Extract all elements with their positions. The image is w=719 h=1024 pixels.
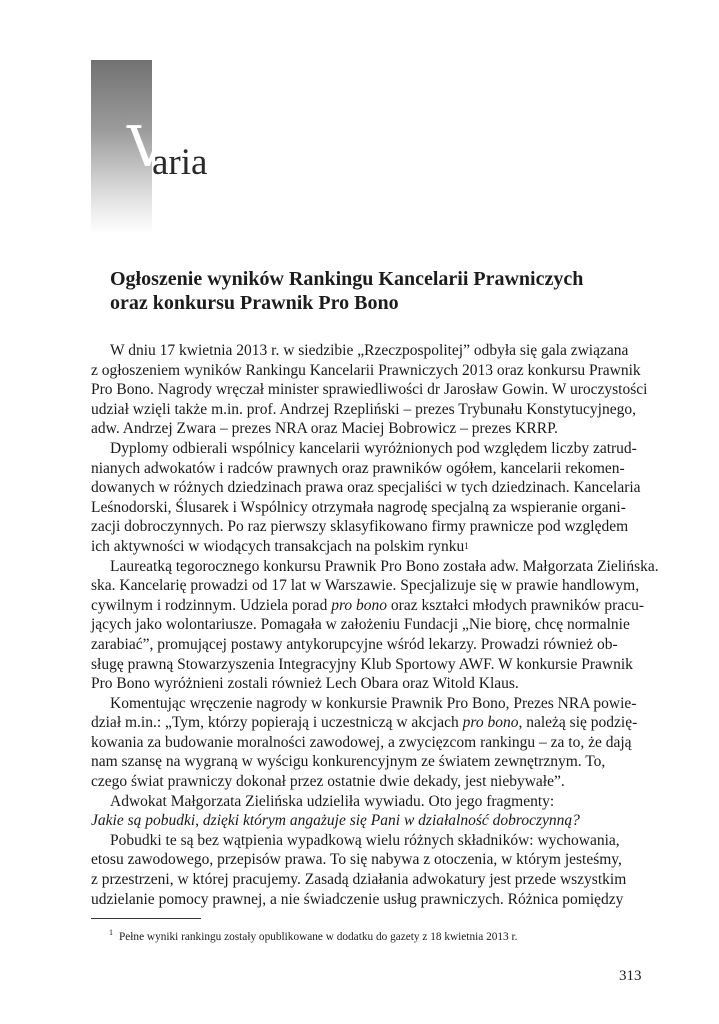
section-initial-letter: V <box>127 115 168 180</box>
body-line: nam szansę na wygraną w wyścigu konkurencyjnym ze światem zewnętrznym. To, <box>91 753 606 771</box>
footnote <box>109 928 517 943</box>
body-line: z ogłoszeniem wyników Rankingu Kancelarii Prawniczych 2013 oraz konkursu Prawnik <box>91 361 641 379</box>
article-body <box>91 341 659 909</box>
body-line: adw. Andrzej Zwara – prezes NRA oraz Maciej Bobrowicz – prezes KRRP. <box>91 420 558 438</box>
body-line: Adwokat Małgorzata Zielińska udzieliła wywiadu. Oto jego fragmenty: <box>110 792 555 810</box>
body-line: czego świat prawniczy dokonał przez ostatnie dwie dekady, jest niebywałe”. <box>91 773 565 791</box>
footnote-divider <box>91 918 201 919</box>
body-line: zarabiać”, promującej postawy antykorupcyjne wśród lekarzy. Prowadzi również ob- <box>91 635 618 653</box>
article-title-line-2: oraz konkursu Prawnik Pro Bono <box>110 292 399 314</box>
body-line: zacji dobroczynnych. Po raz pierwszy sklasyfikowano firmy prawnicze pod względem <box>91 518 629 536</box>
body-line: Pobudki te są bez wątpienia wypadkową wielu różnych składników: wychowania, <box>110 831 620 849</box>
body-line: ich aktywności w wiodących transakcjach na polskim rynku 1 <box>91 537 469 555</box>
body-line: Laureatką tegorocznego konkursu Prawnik Pro Bono została adw. Małgorzata Zielińska. <box>110 557 659 575</box>
body-line: sługę prawną Stowarzyszenia Integracyjny Klub Sportowy AWF. W konkursie Prawnik <box>91 655 633 673</box>
body-line: etosu zawodowego, przepisów prawa. To się nabywa z otoczenia, w którym jesteśmy, <box>91 851 622 869</box>
body-line: Leśnodorski, Ślusarek i Wspólnicy otrzymała nagrodę specjalną za wspieranie organi- <box>91 498 626 516</box>
body-line: udział wzięli także m.in. prof. Andrzej Rzepliński – prezes Trybunału Konstytucyjnego, <box>91 400 636 418</box>
article-title-line-1: Ogłoszenie wyników Rankingu Kancelarii Prawniczych <box>110 268 584 290</box>
body-line: W dniu 17 kwietnia 2013 r. w siedzibie „Rzeczpospolitej” odbyła się gala związana <box>110 342 629 359</box>
page-number: 313 <box>619 968 642 984</box>
italic-pro-bono: pro bono <box>462 714 519 732</box>
article-title <box>110 267 630 315</box>
body-line: nianych adwokatów i radców prawnych oraz prawników ogółem, kancelarii rekomen- <box>91 459 625 477</box>
italic-pro-bono: pro bono <box>331 596 388 614</box>
body-line: Pro Bono wyróżnieni zostali również Lech Obara oraz Witold Klaus. <box>91 675 519 693</box>
body-line: z przestrzeni, w której pracujemy. Zasadą działania adwokatury jest przede wszystkim <box>91 871 627 889</box>
footnote-number: 1 <box>109 928 113 937</box>
interview-question: Jakie są pobudki, dzięki którym angażuje się Pani w działalność dobroczynną? <box>91 812 580 830</box>
footnote-reference: 1 <box>464 540 469 551</box>
body-line: ska. Kancelarię prowadzi od 17 lat w Warszawie. Specjalizuje się w prawie handlowym, <box>91 577 640 595</box>
body-line: udzielanie pomocy prawnej, a nie świadczenie usług prawniczych. Różnica pomiędzy <box>91 890 624 908</box>
section-title-rest: aria <box>152 142 208 183</box>
body-line: kowania za budowanie moralności zawodowej, a zwycięzcom rankingu – za to, że dają <box>91 733 632 751</box>
body-line: cywilnym i rodzinnym. Udziela porad pro bono oraz kształci młodych prawników pracu- <box>91 596 644 614</box>
body-line: Komentując wręczenie nagrody w konkursie Prawnik Pro Bono, Prezes NRA powie- <box>110 694 637 712</box>
body-line: Dyplomy odbierali wspólnicy kancelarii wyróżnionych pod względem liczby zatrud- <box>110 439 637 457</box>
footnote-text: Pełne wyniki rankingu zostały opublikowane w dodatku do gazety z 18 kwietnia 2013 r. <box>119 930 518 943</box>
body-line: dowanych w różnych dziedzinach prawa oraz specjaliści w tych dziedzinach. Kancelaria <box>91 479 641 497</box>
body-line: jących jako wolontariusze. Pomagała w założeniu Fundacji „Nie biorę, chcę normalnie <box>91 616 630 634</box>
body-line: dział m.in.: „Tym, którzy popierają i uczestniczą w akcjach pro bono , należą się podzię- <box>91 714 638 732</box>
body-line: Pro Bono. Nagrody wręczał minister sprawiedliwości dr Jarosław Gowin. W uroczystości <box>91 381 648 399</box>
